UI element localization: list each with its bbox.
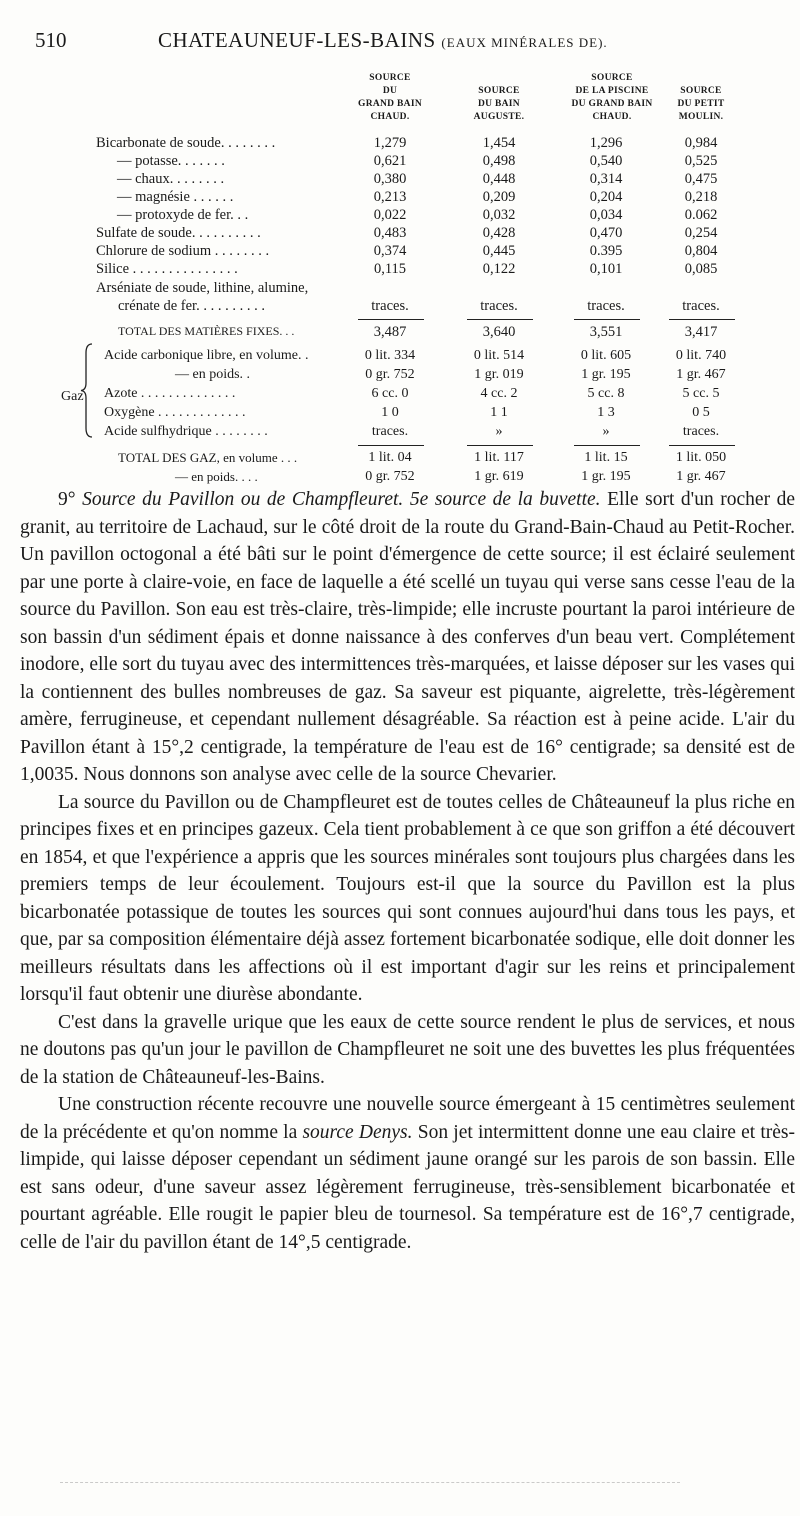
gas-cell-value: 0 lit. 334	[364, 348, 416, 363]
gas-cell-value: traces.	[371, 424, 409, 439]
paragraph-text: Son jet intermittent donne une eau claire et très-limpide, qui laisse déposer cependant un sédiment jaune orangé sur les parois de son bassin. Elle est sans odeur, d'une saveur assez légèrement ferrugineuse, très-sensiblement bicarbonatée et pourtant agréable. Elle rougit le papier bleu de tournesol. Sa température est de 16°,7 centigrade, celle de l'air du pavillon étant de 14°,5 centigrade.	[20, 1121, 796, 1253]
gas-cell-value: traces.	[682, 424, 720, 439]
sum-rule	[467, 319, 533, 320]
column-header-line: SOURCE	[369, 73, 411, 83]
column-header-line: AUGUSTE.	[473, 112, 525, 122]
total-gas-label: — en poids. . . .	[175, 469, 258, 484]
row-label: Silice . . . . . . . . . . . . . . .	[96, 261, 238, 277]
total-gas-value: 1 lit. 15	[584, 450, 628, 465]
cell-value: 1,279	[373, 135, 407, 151]
total-fixed-value: 3,417	[684, 324, 718, 340]
sum-rule	[574, 319, 640, 320]
gas-cell-value: 1 3	[597, 405, 615, 420]
cell-value: 1,296	[589, 135, 623, 151]
column-header-line: MOULIN.	[678, 112, 724, 122]
cell-value: 0.395	[589, 243, 623, 259]
row-label: — protoxyde de fer. . .	[117, 207, 249, 223]
cell-value: 0,540	[589, 153, 623, 169]
column-header	[651, 85, 751, 124]
gas-cell-value: 1 gr. 195	[581, 367, 631, 382]
running-header	[35, 28, 775, 58]
total-gas-value: 1 gr. 467	[676, 469, 726, 484]
cell-value: 0,101	[589, 261, 623, 277]
cell-value: 0,022	[373, 207, 407, 223]
cell-value: 0,445	[482, 243, 516, 259]
cell-value: 0,448	[482, 171, 516, 187]
cell-value: 0,374	[373, 243, 407, 259]
total-fixed-value: 3,551	[589, 324, 623, 340]
running-title	[158, 28, 608, 53]
cell-value: 0,034	[589, 207, 623, 223]
cell-value: 0,498	[482, 153, 516, 169]
gas-cell-value: 5 cc. 5	[682, 386, 720, 401]
sum-rule	[574, 445, 640, 446]
cell-value: traces.	[371, 298, 409, 314]
gas-cell-value: 0 5	[692, 405, 710, 420]
column-header-line: DU PETIT	[677, 99, 725, 109]
row-label: Sulfate de soude. . . . . . . . . .	[96, 225, 261, 241]
row-label: — magnésie . . . . . .	[117, 189, 234, 205]
cell-value: traces.	[480, 298, 518, 314]
sum-rule	[669, 319, 735, 320]
section-title: Source du Pavillon ou de Champfleuret.	[82, 489, 404, 510]
cell-value: 0,314	[589, 171, 623, 187]
cell-value: 0,218	[684, 189, 718, 205]
cell-value: 0,428	[482, 225, 516, 241]
section-subtitle: 5e source de la buvette.	[409, 489, 601, 510]
cell-value: 0,254	[684, 225, 718, 241]
cell-value: 0,085	[684, 261, 718, 277]
sum-rule	[358, 319, 424, 320]
row-label: Chlorure de sodium . . . . . . . .	[96, 243, 270, 259]
total-fixed-value: 3,640	[482, 324, 516, 340]
gas-row-label: Acide carbonique libre, en volume. .	[104, 348, 309, 363]
column-header-line: SOURCE	[478, 86, 520, 96]
column-header-line: SOURCE	[680, 86, 722, 96]
running-title-sub: (EAUX MINÉRALES DE).	[441, 35, 608, 50]
cell-value: 0,122	[482, 261, 516, 277]
gas-cell-value: 5 cc. 8	[587, 386, 625, 401]
column-header-line: DE LA PISCINE	[575, 86, 649, 96]
cell-value: 0,115	[373, 261, 407, 277]
sum-rule	[358, 445, 424, 446]
total-gas-value: 1 gr. 619	[474, 469, 524, 484]
row-label: — chaux. . . . . . . .	[117, 171, 225, 187]
column-header-line: SOURCE	[591, 73, 633, 83]
gas-cell-value: 1 0	[381, 405, 399, 420]
cell-value: 0,475	[684, 171, 718, 187]
paragraph-gravelle: C'est dans la gravelle urique que les eaux de cette source rendent le plus de services, et nous ne doutons pas qu'un jour le pavillon de Champfleuret ne soit une des buvettes les plus fréquentées de la station de Châteauneuf-les-Bains.	[20, 1011, 795, 1088]
total-fixed-label: TOTAL DES MATIÈRES FIXES. . .	[118, 324, 295, 338]
column-header-line: DU GRAND BAIN	[571, 99, 653, 109]
cell-value: 0,032	[482, 207, 516, 223]
page-number: 510	[35, 28, 67, 52]
gas-cell-value: 1 gr. 019	[474, 367, 524, 382]
total-gas-value: 1 lit. 04	[368, 450, 412, 465]
column-header-line: CHAUD.	[592, 112, 632, 122]
gas-cell-value: 0 gr. 752	[365, 367, 415, 382]
section-number: 9°	[58, 489, 76, 510]
cell-value: traces.	[587, 298, 625, 314]
cell-value: 0,984	[684, 135, 718, 151]
gas-cell-value: 6 cc. 0	[371, 386, 409, 401]
paragraph-pavillon	[20, 486, 795, 789]
cell-value: 0,470	[589, 225, 623, 241]
cell-value: 0,380	[373, 171, 407, 187]
gas-cell-value: 0 lit. 605	[580, 348, 632, 363]
gas-cell-value: 4 cc. 2	[480, 386, 518, 401]
cell-value: 0,204	[589, 189, 623, 205]
cell-value: 0.062	[684, 207, 718, 223]
cell-value: 0,483	[373, 225, 407, 241]
paragraph-richness: La source du Pavillon ou de Champfleuret est de toutes celles de Châteauneuf la plus riche en principes fixes et en principes gazeux. Cela tient probablement à ce que son griffon a été découvert en 1854, et que l'expérience a appris que les sources minérales sont toujours plus chargées dans les premiers temps de leur écoulement. Toujours est-il que la source du Pavillon est la plus bicarbonatée potassique de toutes les sources qui sont connues aujourd'hui dans tous les pays, et que, par sa composition élémentaire déjà assez fortement bicarbonatée sodique, elle doit donner les meilleurs résultats dans les affections où il est important d'agir sur les reins et principalement lorsqu'il faut obtenir une diurèse abondante.	[20, 791, 795, 1005]
cell-value: traces.	[682, 298, 720, 314]
gas-cell-value: 1 1	[490, 405, 508, 420]
cell-value: 0,621	[373, 153, 407, 169]
total-gas-value: 1 lit. 117	[474, 450, 524, 465]
total-fixed-value: 3,487	[373, 324, 407, 340]
gas-row-label: — en poids. .	[175, 367, 251, 382]
running-title-main: CHATEAUNEUF-LES-BAINS	[158, 28, 436, 52]
column-header-line: CHAUD.	[370, 112, 410, 122]
gas-brace	[80, 343, 94, 438]
gas-cell-value: 0 lit. 740	[675, 348, 727, 363]
row-label: Bicarbonate de soude. . . . . . . .	[96, 135, 276, 151]
cell-value: 0,213	[373, 189, 407, 205]
gas-cell-value: »	[602, 424, 610, 439]
column-header-line: GRAND BAIN	[358, 99, 422, 109]
cell-value: 1,454	[482, 135, 516, 151]
gas-cell-value: 0 lit. 514	[473, 348, 525, 363]
source-name: source Denys.	[302, 1121, 413, 1143]
paragraph-text: Une construction récente recouvre une nouvelle source émergeant à 15 centimètres seulement de la précédente et qu'on nomme la	[20, 1094, 795, 1143]
cell-value: 0,804	[684, 243, 718, 259]
paragraph-denys	[20, 1091, 795, 1256]
column-header	[449, 85, 549, 124]
row-label: crénate de fer. . . . . . . . . .	[118, 298, 265, 314]
gas-row-label: Oxygène . . . . . . . . . . . . .	[104, 405, 246, 420]
column-header-line: DU BAIN	[478, 99, 520, 109]
total-gas-value: 1 lit. 050	[675, 450, 727, 465]
gas-row-label: Acide sulfhydrique . . . . . . . .	[104, 424, 268, 439]
row-label: — potasse. . . . . . .	[117, 153, 225, 169]
gas-group-label: Gaz	[61, 389, 84, 404]
column-header-line: DU	[382, 86, 398, 96]
gas-row-label: Azote . . . . . . . . . . . . . .	[104, 386, 236, 401]
column-header	[340, 72, 440, 124]
cell-value: 0,525	[684, 153, 718, 169]
gas-cell-value: »	[495, 424, 503, 439]
gas-cell-value: 1 gr. 467	[676, 367, 726, 382]
total-gas-value: 0 gr. 752	[365, 469, 415, 484]
row-label: Arséniate de soude, lithine, alumine,	[96, 280, 309, 296]
total-gas-value: 1 gr. 195	[581, 469, 631, 484]
total-gas-label: TOTAL DES GAZ, en volume . . .	[118, 450, 298, 465]
paragraph-text: Elle sort d'un rocher de granit, au territoire de Lachaud, sur le côté droit de la route du Grand-Bain-Chaud au Petit-Rocher. Un pavillon octogonal a été bâti sur le point d'émergence de cette source; il est éclairé seulement par une porte à claire-voie, en face de laquelle a été scellé un tuyau qui verse sans cesse l'eau de la source du Pavillon. Son eau est très-claire, très-limpide; elle incruste pourtant la paroi intérieure de son bassin d'un sédiment épais et donne naissance à des conferves d'un beau vert. Complétement inodore, elle sort du tuyau avec des intermittences très-marquées, et laisse déposer sur les vases qui la contiennent des bulles nombreuses de gaz. Sa saveur est piquante, aigrelette, très-légèrement amère, ferrugineuse, et cependant nullement désagréable. Sa réaction est à peine acide. L'air du Pavillon étant à 15°,2 centigrade, la température de l'eau est de 16° centigrade; sa densité est de 1,0035. Nous donnons son analyse avec celle de la source Chevarier.	[20, 489, 796, 785]
sum-rule	[467, 445, 533, 446]
page-bottom-rule	[60, 1482, 680, 1487]
sum-rule	[669, 445, 735, 446]
body-text	[20, 486, 795, 1256]
cell-value: 0,209	[482, 189, 516, 205]
